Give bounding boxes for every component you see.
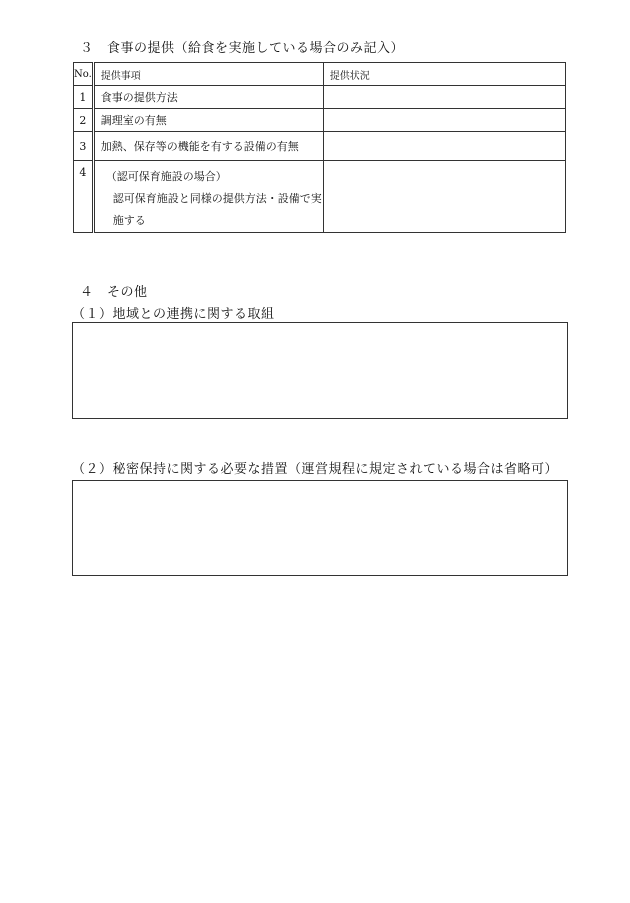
row-item: 食事の提供方法 [93,86,323,109]
header-status: 提供状況 [323,63,565,86]
row-number: 2 [74,109,94,132]
community-cooperation-heading: （１）地域との連携に関する取組 [72,307,275,322]
header-item: 提供事項 [93,63,323,86]
table-row [74,161,566,233]
row-item: 調理室の有無 [93,109,323,132]
row-status-field[interactable] [323,161,565,233]
table-header-row [74,63,566,86]
confidentiality-measures-heading: （２）秘密保持に関する必要な措置（運営規程に規定されている場合は省略可） [72,462,559,477]
row-item-condition: （認可保育施設の場合） [105,170,227,183]
confidentiality-measures-textbox[interactable] [72,480,568,576]
row-status-field[interactable] [323,86,565,109]
table-row [74,132,566,161]
meal-provision-table [73,62,566,233]
row-number: 1 [74,86,94,109]
section3-title: ３ 食事の提供（給食を実施している場合のみ記入） [80,41,405,56]
row-status-field[interactable] [323,132,565,161]
row-item [93,161,323,233]
table-row [74,86,566,109]
row-status-field[interactable] [323,109,565,132]
row-number: 3 [74,132,94,161]
row-item: 加熱、保存等の機能を有する設備の有無 [93,132,323,161]
row-item-detail: 認可保育施設と同様の提供方法・設備で実施する [112,192,322,227]
community-cooperation-textbox[interactable] [72,322,568,419]
section4-title: ４ その他 [80,285,148,300]
table-row [74,109,566,132]
header-no: No. [74,63,94,86]
row-number: 4 [74,161,94,233]
